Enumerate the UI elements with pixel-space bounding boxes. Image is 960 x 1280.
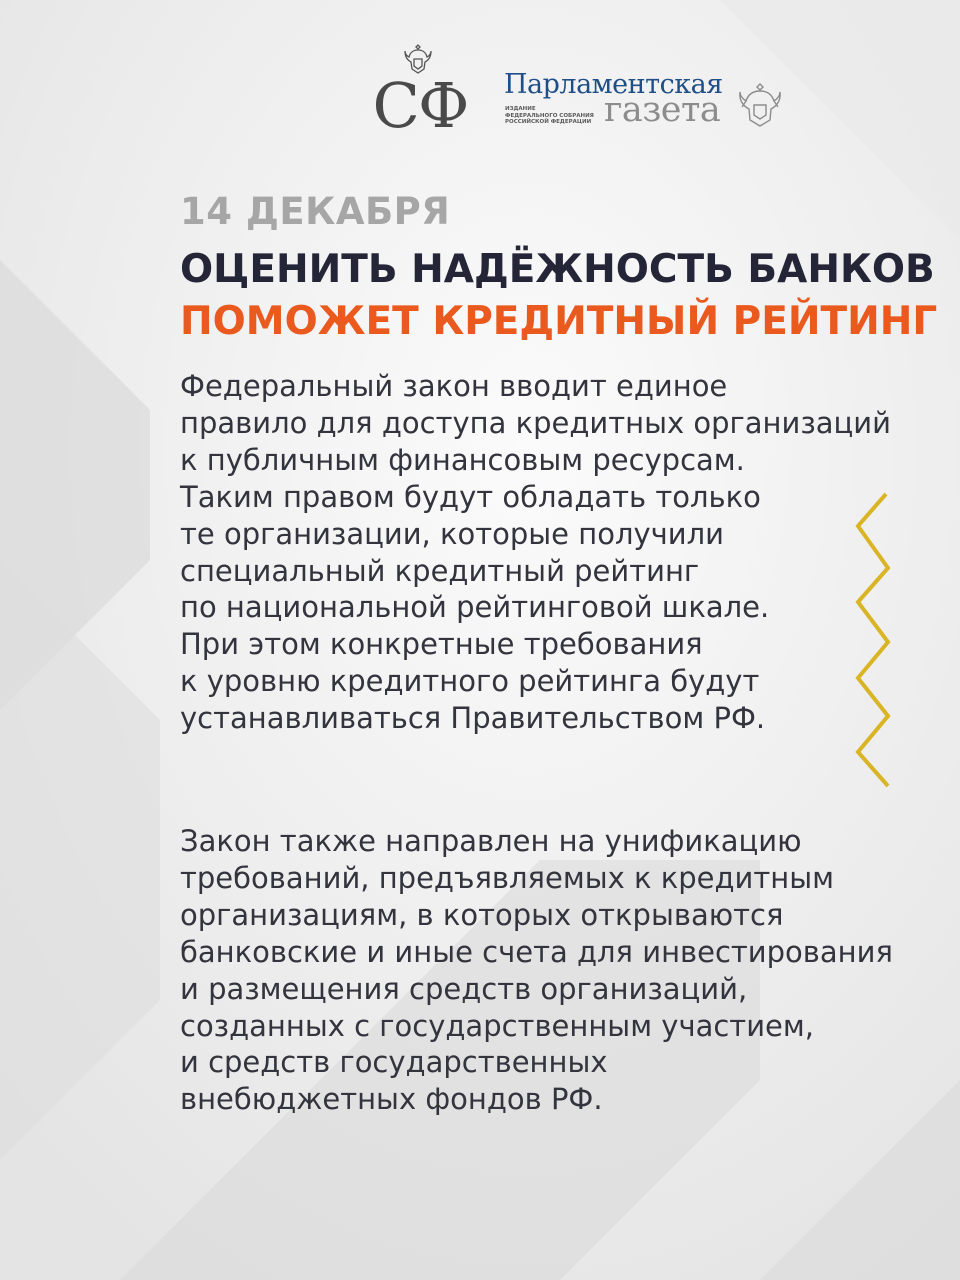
text-line: банковские и иные счета для инвестирования	[180, 934, 893, 969]
text-line: организациям, в которых открываются	[180, 897, 784, 932]
text-line: правило для доступа кредитных организаций	[180, 405, 891, 440]
text-line: требований, предъявляемых к кредитным	[180, 860, 835, 895]
text-line: к уровню кредитного рейтинга будут	[180, 664, 760, 699]
text-line: внебюджетных фондов РФ.	[180, 1082, 603, 1117]
text-line: Закон также направлен на унификацию	[180, 824, 802, 858]
logos-bar	[0, 0, 960, 160]
gazette-subtitle-line: ФЕДЕРАЛЬНОГО СОБРАНИЯ	[505, 112, 594, 119]
double-headed-eagle-icon	[736, 80, 784, 130]
text-line: к публичным финансовым ресурсам.	[180, 442, 745, 477]
page-title	[180, 244, 940, 348]
title-line-accent: ПОМОЖЕТ КРЕДИТНЫЙ РЕЙТИНГ	[180, 299, 938, 344]
gazette-name: Парламентская	[504, 69, 723, 100]
text-line: те организации, которые получили	[180, 516, 725, 551]
text-line: и размещения средств организаций,	[180, 971, 748, 1006]
date-label: 14 ДЕКАБРЯ	[180, 190, 451, 233]
text-line: Федеральный закон вводит единое	[180, 369, 728, 403]
text-line: по национальной рейтинговой шкале.	[180, 590, 770, 625]
zigzag-line-icon	[850, 490, 900, 790]
sf-logo-text: СФ	[372, 69, 468, 142]
parliamentary-gazette-logo	[504, 70, 794, 140]
text-line: специальный кредитный рейтинг	[180, 553, 700, 588]
sf-logo	[365, 38, 475, 142]
text-line: При этом конкретные требования	[180, 627, 703, 662]
text-line: созданных с государственным участием,	[180, 1008, 814, 1043]
body-paragraph-1	[180, 368, 940, 737]
body-paragraph-2	[180, 823, 940, 1118]
gazette-subtitle-line: РОССИЙСКОЙ ФЕДЕРАЦИИ	[505, 119, 592, 125]
text-line: устанавливаться Правительством РФ.	[180, 701, 766, 736]
text-line: и средств государственных	[180, 1045, 608, 1080]
title-line-primary: ОЦЕНИТЬ НАДЁЖНОСТЬ БАНКОВ	[180, 247, 935, 292]
gazette-subtitle	[505, 106, 601, 126]
text-line: Таким правом будут обладать только	[180, 479, 761, 514]
gazette-subtitle-line: ИЗДАНИЕ	[505, 106, 536, 112]
gazette-name-second: газета	[604, 90, 721, 130]
